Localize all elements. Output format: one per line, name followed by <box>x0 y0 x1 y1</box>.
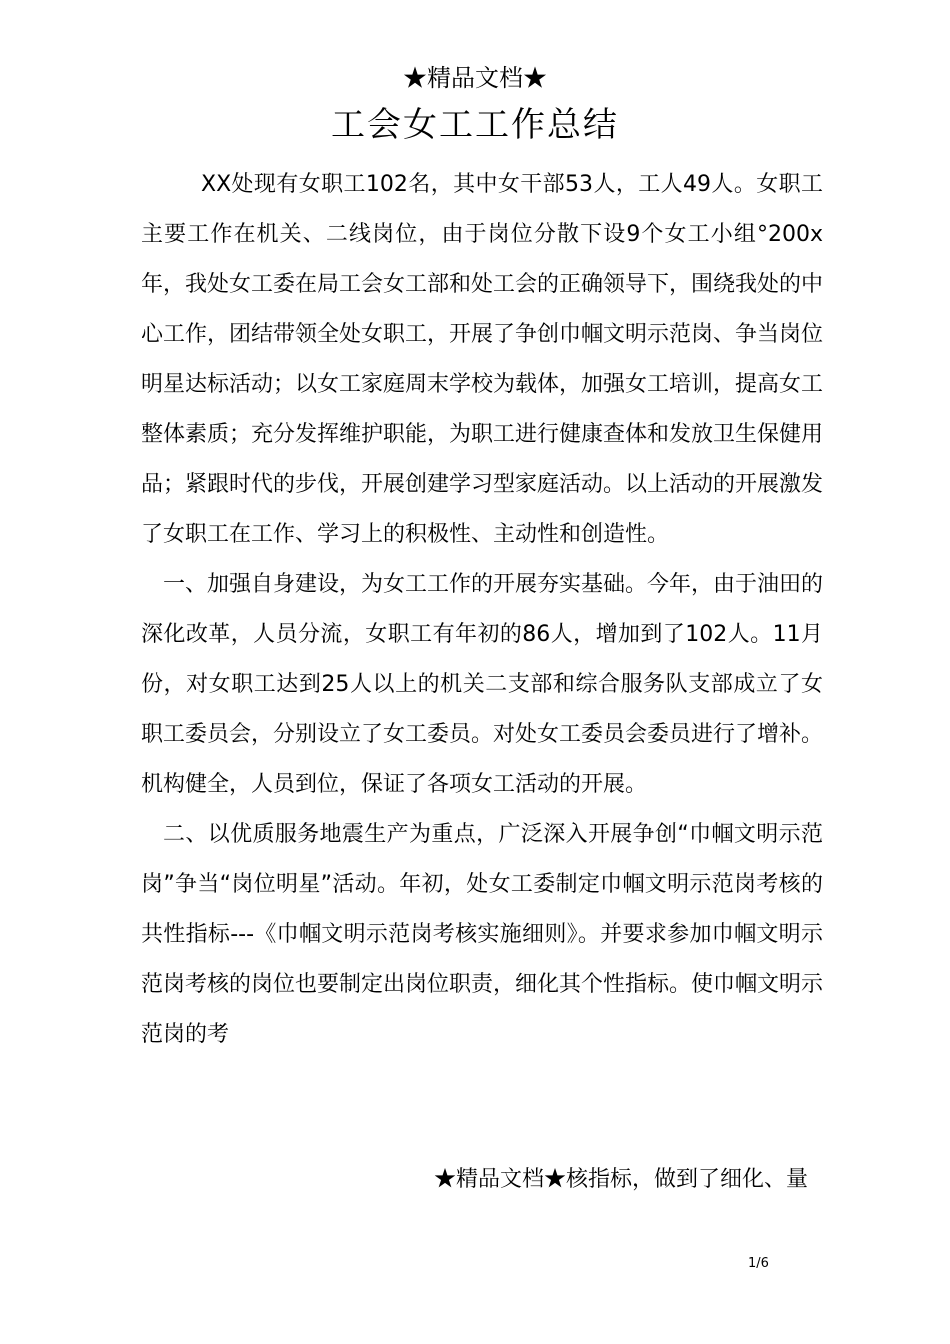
document-title: 工会女工工作总结 <box>331 105 619 145</box>
body-paragraph-section-two: 二、以优质服务地震生产为重点，广泛深入开展争创“巾帼文明示范岗”争当“岗位明星”活动。年初，处女工委制定巾帼文明示范岗考核的共性指标---《巾帼文明示范岗考核实施细则》。并要求参加巾帼文明示范岗考核的岗位也要制定出岗位职责，细化其个性指标。使巾帼文明示范岗的考 <box>141 822 824 1047</box>
footer-line <box>434 1160 808 1200</box>
page-number: 1/6 <box>748 1256 769 1271</box>
body-paragraph-section-one: 一、加强自身建设，为女工工作的开展夯实基础。今年，由于油田的深化改革，人员分流，女职工有年初的86人，增加到了102人。11月份，对女职工达到25人以上的机关二支部和综合服务队支部成立了女职工委员会，分别设立了女工委员。对处女工委员会委员进行了增补。机构健全，人员到位，保证了各项女工活动的开展。 <box>141 572 824 797</box>
footer-continuation-text: 核指标，做到了细化、量 <box>565 1167 808 1192</box>
body-paragraph-intro: XX处现有女职工102名，其中女干部53人，工人49人。女职工主要工作在机关、二线岗位，由于岗位分散下设9个女工小组°200x年，我处女工委在局工会女工部和处工会的正确领导下，围绕我处的中心工作，团结带领全处女职工，开展了争创巾帼文明示范岗、争当岗位明星达标活动；以女工家庭周末学校为载体，加强女工培训，提高女工整体素质；充分发挥维护职能，为职工进行健康查体和发放卫生保健用品；紧跟时代的步伐，开展创建学习型家庭活动。以上活动的开展激发了女职工在工作、学习上的积极性、主动性和创造性。 <box>141 172 824 547</box>
header-stamp: ★精品文档★ <box>403 64 547 92</box>
footer-stamp: ★精品文档★ <box>433 1167 566 1192</box>
document-body <box>141 160 823 1060</box>
